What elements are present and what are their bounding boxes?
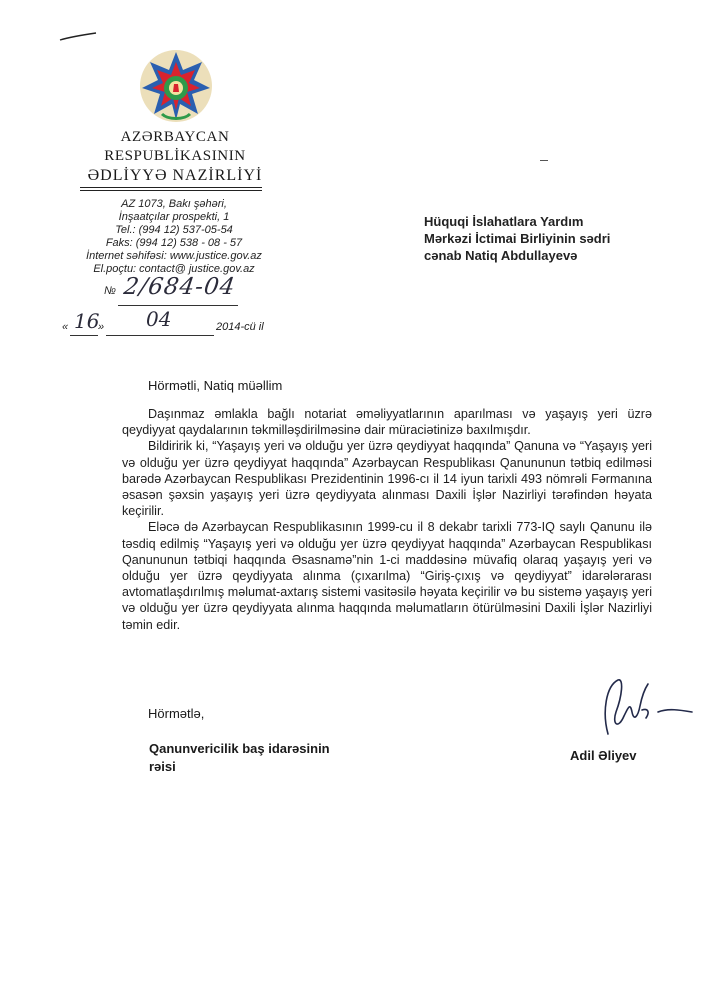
recipient-line-1: Hüquqi İslahatlara Yardım <box>424 214 584 229</box>
signatory-title-line-2: rəisi <box>149 759 176 774</box>
reference-number-line <box>118 305 238 306</box>
ministry-name <box>72 128 278 185</box>
letterhead-rule-thin <box>80 190 262 191</box>
address-line: AZ 1073, Bakı şəhəri, <box>121 198 227 210</box>
recipient-block <box>424 213 674 264</box>
date-day-handwritten: 16 <box>74 309 100 333</box>
signatory-title <box>149 740 330 776</box>
reference-number-label: № <box>104 285 116 297</box>
body-paragraph-2: Bildiririk ki, “Yaşayış yeri və olduğu yer üzrə qeydiyyat haqqında” Qanuna və “Yaşayış yeri və olduğu yer üzrə qeydiyyat haqqında” Azərbaycan Respublikası Qanununun tətbiq edilməsi barədə Azərbaycan Respublikası Prezidentinin 1996-cı il 14 iyun tarixli 493 nömrəli Fərmanına əsasən şəxsin yaşayış yeri üzrə qeydiyyata alınması Daxili İşlər Nazirliyi tərəfindən həyata keçirilir. <box>122 439 652 519</box>
body-paragraph-3: Eləcə də Azərbaycan Respublikasının 1999-cu il 8 dekabr tarixli 773-IQ saylı Qanunu ilə təsdiq edilmiş “Yaşayış yeri və olduğu yer üzrə qeydiyyat haqqında” Azərbaycan Respublikası Qanununun tətbiqi haqqında Əsasnamə”nin 1-ci maddəsinə müvafiq olaraq yaşayış yeri və olduğu yer üzrə qeydiyyata alınma (çıxarılma) “Giriş-çıxış və qeydiyyat” idarələrarası avtomatlaşdırılmış məlumat-axtarış sistemi vasitəsilə həyata keçirilir və bu sistemə yaşayış yeri və olduğu yer üzrə qeydiyyata alınma haqqında məlumatların ötürülməsini Daxili İşlər Nazirliyi təmin edir. <box>122 520 652 632</box>
date-month-line <box>106 335 214 336</box>
reference-number-handwritten: 2/684-04 <box>122 274 238 300</box>
closing-phrase: Hörmətlə, <box>148 706 205 721</box>
date-quote-close: » <box>98 321 105 333</box>
signatory-title-line-1: Qanunvericilik baş idarəsinin <box>149 741 330 756</box>
ministry-line-2: RESPUBLİKASININ <box>104 148 246 164</box>
ministry-line-3: ƏDLİYYƏ NAZİRLİYİ <box>87 167 263 184</box>
date-year: 2014-cü il <box>216 321 264 333</box>
phone-line: Tel.: (994 12) 537-05-54 <box>115 224 233 236</box>
ministry-line-1: AZƏRBAYCAN <box>120 129 230 145</box>
email-line: El.poçtu: contact@ justice.gov.az <box>93 263 255 275</box>
date-quote-open: « <box>62 321 69 333</box>
date-day-line <box>70 335 98 336</box>
salutation: Hörmətli, Natiq müəllim <box>148 378 283 393</box>
date-month-handwritten: 04 <box>146 307 172 331</box>
website-line: İnternet səhifəsi: www.justice.gov.az <box>86 250 262 262</box>
recipient-line-2: Mərkəzi İctimai Birliyinin sədri <box>424 231 611 246</box>
letter-date <box>62 307 282 345</box>
letterhead-rule <box>80 187 262 188</box>
signatory-name: Adil Əliyev <box>570 748 637 763</box>
margin-dash <box>540 160 548 161</box>
letter-body <box>122 406 652 633</box>
state-emblem-icon <box>138 48 214 124</box>
corner-pen-mark <box>58 30 98 44</box>
fax-line: Faks: (994 12) 538 - 08 - 57 <box>105 237 243 249</box>
body-paragraph-1: Daşınmaz əmlakla bağlı notariat əməliyyatlarının aparılması və yaşayış yeri üzrə qeydiyyat qaydalarının təkmilləşdirilməsinə dair müraciətinizə baxılmışdır. <box>122 407 652 438</box>
address-line: İnşaatçılar prospekti, 1 <box>118 211 230 223</box>
recipient-line-3: cənab Natiq Abdullayevə <box>424 248 578 263</box>
ministry-address <box>74 198 274 276</box>
handwritten-signature <box>588 672 698 742</box>
